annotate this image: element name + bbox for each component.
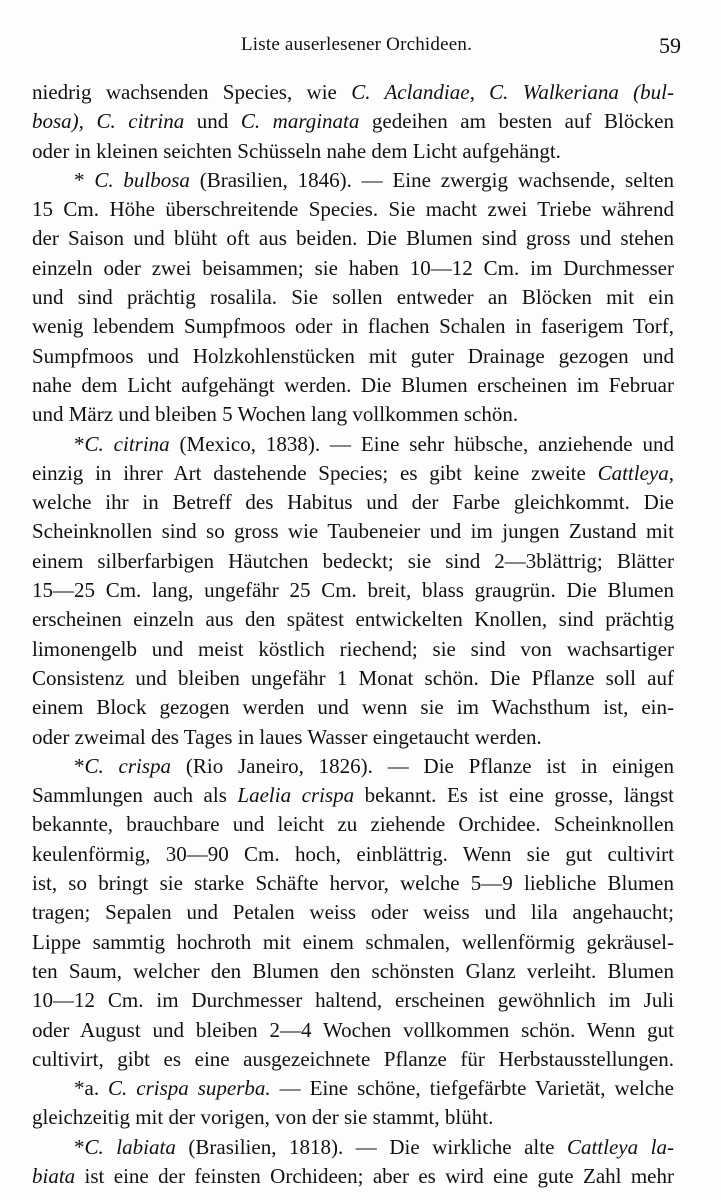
text-segment: (Rio Janeiro, 1826). — Die Pflanze ist in einigen: [171, 753, 674, 778]
text-segment: limonengelb und meist köstlich riechend; sie sind von wachsartiger: [32, 636, 674, 661]
text-segment: erscheinen einzeln aus den spätest entwickelten Knollen, sind prächtig: [32, 607, 674, 632]
text-segment: Sammlungen auch als: [32, 783, 238, 808]
text-segment: *: [74, 431, 85, 456]
text-line: [32, 810, 674, 839]
text-line: [32, 547, 674, 576]
text-line: [32, 723, 674, 752]
text-line: [32, 224, 674, 253]
text-segment: tragen; Sepalen und Petalen weiss oder weiss und lila angehaucht;: [32, 900, 674, 925]
text-line: [32, 137, 674, 166]
text-segment: (Brasilien, 1818). — Die wirkliche alte: [175, 1134, 567, 1159]
text-segment: ist, so bringt sie starke Schäfte hervor, welche 5—9 liebliche Blumen: [32, 871, 674, 896]
text-segment: und: [184, 109, 241, 134]
italic-text: bosa), C. citrina: [32, 109, 185, 134]
text-line: [32, 898, 674, 927]
italic-text: C. marginata: [240, 109, 360, 134]
page-header: [32, 34, 681, 64]
text-line: [32, 107, 674, 136]
text-segment: einem silberfarbigen Häutchen bedeckt; sie sind 2—3blättrig; Blätter: [32, 548, 674, 573]
text-segment: *a.: [74, 1076, 109, 1101]
text-segment: und sind prächtig rosalila. Sie sollen entweder an Blöcken mit ein: [32, 285, 674, 310]
text-line: [32, 1162, 674, 1191]
text-line: [32, 342, 674, 371]
text-line: [32, 1133, 674, 1162]
text-line: [32, 1045, 674, 1074]
italic-text: C. citrina: [84, 431, 170, 456]
text-line: [32, 517, 674, 546]
text-segment: *: [74, 753, 85, 778]
text-segment: bekannte, brauchbare und leicht zu ziehende Orchidee. Scheinknollen: [32, 812, 674, 837]
text-segment: oder in kleinen seichten Schüsseln nahe dem Licht aufgehängt.: [32, 138, 561, 163]
text-segment: *: [74, 167, 95, 192]
italic-text: Laelia crispa: [237, 783, 355, 808]
text-segment: *: [74, 1134, 85, 1159]
text-segment: Scheinknollen sind so gross wie Taubeneier und im jungen Zustand mit: [32, 519, 674, 544]
text-line: [32, 400, 674, 429]
text-segment: und März und bleiben 5 Wochen lang vollkommen schön.: [32, 402, 519, 427]
text-segment: bekannt. Es ist eine grosse, längst: [354, 783, 674, 808]
italic-text: C. crispa superba.: [108, 1076, 271, 1101]
text-segment: Consistenz und bleiben ungefähr 1 Monat schön. Die Pflanze soll auf: [32, 665, 674, 690]
text-segment: einzeln oder zwei beisammen; sie haben 10—12 Cm. im Durchmesser: [32, 255, 674, 280]
text-segment: cultivirt, gibt es eine ausgezeichnete Pflanze für Herbstausstellungen.: [32, 1046, 674, 1071]
text-line: [32, 1103, 674, 1132]
text-line: [32, 312, 674, 341]
text-segment: gedeihen am besten auf Blöcken: [359, 109, 674, 134]
text-line: [32, 576, 674, 605]
text-line: [32, 459, 674, 488]
body-text: [32, 78, 674, 1191]
text-line: [32, 371, 674, 400]
text-segment: nahe dem Licht aufgehängt werden. Die Blumen erscheinen im Februar: [32, 372, 674, 397]
text-segment: der Saison und blüht oft aus beiden. Die Blumen sind gross und stehen: [32, 226, 674, 251]
text-line: [32, 781, 674, 810]
text-segment: niedrig wachsenden Species, wie: [32, 80, 352, 104]
text-segment: wenig lebendem Sumpfmoos oder in flachen Schalen in faserigem Torf,: [32, 314, 674, 339]
page-number: 59: [659, 33, 681, 58]
text-line: [32, 430, 674, 459]
text-segment: Sumpfmoos und Holzkohlenstücken mit guter Drainage gezogen und: [32, 343, 674, 368]
text-line: [32, 195, 674, 224]
text-line: [32, 488, 674, 517]
italic-text: C. crispa: [84, 753, 172, 778]
text-segment: keulenförmig, 30—90 Cm. hoch, einblättrig. Wenn sie gut cultivirt: [32, 841, 674, 866]
text-line: [32, 166, 674, 195]
italic-text: C. Aclandiae, C. Walkeriana (bul-: [351, 80, 674, 104]
text-line: [32, 986, 674, 1015]
text-line: [32, 693, 674, 722]
text-line: [32, 1016, 674, 1045]
text-segment: 10—12 Cm. im Durchmesser haltend, erscheinen gewöhnlich im Juli: [32, 988, 674, 1013]
text-segment: welche ihr in Betreff des Habitus und der Farbe gleichkommt. Die: [32, 490, 674, 515]
text-line: [32, 928, 674, 957]
text-segment: einzig in ihrer Art dastehende Species; es gibt keine zweite: [32, 460, 598, 485]
text-segment: (Brasilien, 1846). — Eine zwergig wachsende, selten: [189, 167, 674, 192]
italic-text: Cattleya,: [597, 460, 674, 485]
text-segment: 15—25 Cm. lang, ungefähr 25 Cm. breit, blass graugrün. Die Blumen: [32, 578, 674, 603]
text-line: [32, 752, 674, 781]
text-line: [32, 254, 674, 283]
text-segment: gleichzeitig mit der vorigen, von der sie stammt, blüht.: [32, 1105, 494, 1130]
text-line: [32, 1074, 674, 1103]
text-segment: ist eine der feinsten Orchideen; aber es wird eine gute Zahl mehr: [75, 1163, 674, 1188]
text-line: [32, 283, 674, 312]
text-line: [32, 635, 674, 664]
text-line: [32, 605, 674, 634]
text-line: [32, 664, 674, 693]
italic-text: biata: [32, 1163, 76, 1188]
text-line: [32, 840, 674, 869]
text-segment: — Eine schöne, tiefgefärbte Varietät, welche: [270, 1076, 674, 1101]
text-segment: Lippe sammtig hochroth mit einem schmalen, wellenförmig gekräusel-: [32, 929, 674, 954]
italic-text: C. bulbosa: [94, 167, 190, 192]
text-segment: einem Block gezogen werden und wenn sie im Wachsthum ist, ein-: [32, 695, 674, 720]
text-segment: 15 Cm. Höhe überschreitende Species. Sie macht zwei Triebe während: [32, 197, 674, 222]
text-line: [32, 869, 674, 898]
text-segment: ten Saum, welcher den Blumen den schönsten Glanz verleiht. Blumen: [32, 958, 674, 983]
text-segment: oder August und bleiben 2—4 Wochen vollkommen schön. Wenn gut: [32, 1017, 674, 1042]
italic-text: C. labiata: [84, 1134, 176, 1159]
text-segment: oder zweimal des Tages in laues Wasser eingetaucht werden.: [32, 724, 542, 749]
text-line: [32, 78, 674, 107]
running-title: Liste auserlesener Orchideen.: [240, 34, 473, 55]
text-line: [32, 957, 674, 986]
text-segment: (Mexico, 1838). — Eine sehr hübsche, anziehende und: [169, 431, 674, 456]
italic-text: Cattleya la-: [566, 1134, 674, 1159]
